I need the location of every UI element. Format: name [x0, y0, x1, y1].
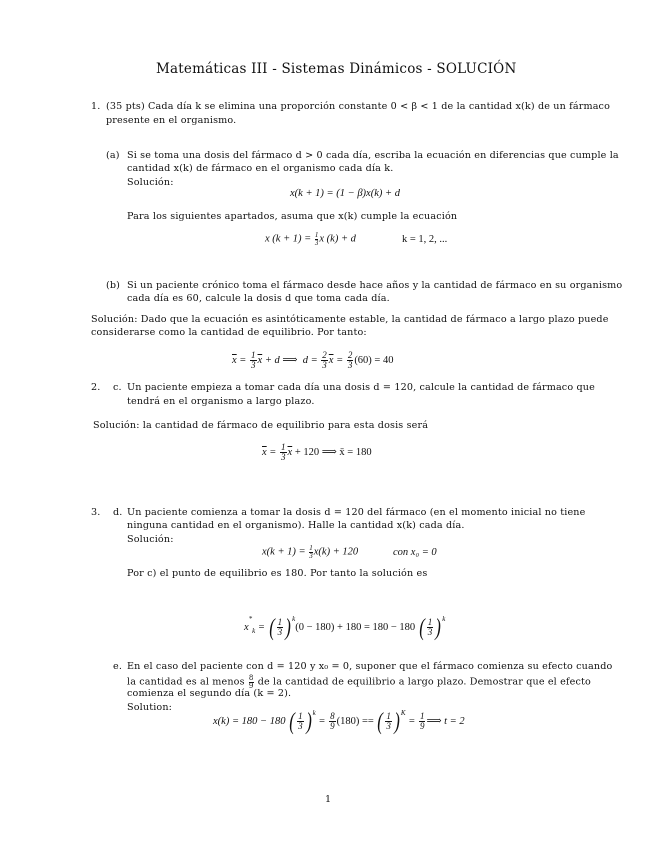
q1b-label: (b)	[106, 280, 121, 291]
q3e-equation: x(k) = 180 − 180 ( $\frac{1}{3}$ )$^k$ = $\frac{8}{9}$ (180) == ( $\frac{1}{3}$ )$^K$ = $\frac{1}{9}$ ⟹ t = 2	[213, 708, 465, 735]
q1a-equation: x(k + 1) = (1 − β)x(k) + d	[290, 188, 400, 199]
q1b-line1: Si un paciente crónico toma el fármaco desde hace años y la cantidad de fármaco en su organismo	[127, 280, 623, 291]
q1b-solution-line1: Solución: Dado que la ecuación es asintóticamente estable, la cantidad de fármaco a largo plazo puede	[91, 314, 609, 325]
q1-equation-2-range: k = 1, 2, ...	[402, 234, 448, 245]
q3-por-c-text: Por c) el punto de equilibrio es 180. Por tanto la solución es	[127, 568, 428, 579]
q3e-solution-label: Solution:	[127, 702, 173, 713]
q1b-line2: cada día es 60, calcule la dosis d que toma cada día.	[127, 293, 390, 304]
q1a-line1: Si se toma una dosis del fármaco d > 0 cada día, escriba la ecuación en diferencias que cumple la	[127, 150, 619, 161]
q1-equation-2: x (k + 1) = $\frac{1}{3}x$ (k) + d	[265, 231, 356, 247]
q1a-solucion-label: Solución:	[127, 177, 174, 188]
q1a-label: (a)	[106, 150, 120, 161]
q3e-label: e.	[113, 661, 123, 672]
q1-statement-line1: (35 pts) Cada día k se elimina una proporción constante 0 < β < 1 de la cantidad x(k) de un fármaco	[106, 101, 611, 112]
q3e-line3: comienza el segundo día (k = 2).	[127, 688, 292, 699]
q2c-line2: tendrá en el organismo a largo plazo.	[127, 396, 315, 407]
q1-assume-text: Para los siguientes apartados, asuma que x(k) cumple la ecuación	[127, 211, 458, 222]
q2-solution-text: Solución: la cantidad de fármaco de equilibrio para esta dosis será	[93, 420, 429, 431]
q3d-line1: Un paciente comienza a tomar la dosis d = 120 del fármaco (en el momento inicial no tiene	[127, 507, 586, 518]
q3e-line1: En el caso del paciente con d = 120 y x₀ = 0, suponer que el fármaco comienza su efecto cuando	[127, 661, 613, 672]
q3e-line2: la cantidad es al menos $\frac{8}{9}$ de la cantidad de equilibrio a largo plazo. Demostrar que el efecto	[127, 674, 591, 690]
q3d-equation: x(k + 1) = $\frac{1}{3}x(k) + 120$	[262, 544, 359, 560]
q2c-label: c.	[113, 382, 122, 393]
q3-number: 3.	[91, 507, 101, 518]
q3-solution-equation: $x^*_k$ = ( $\frac{1}{3}$ )$^k$(0 − 180) + 180 = 180 − 180 ( $\frac{1}{3}$ )$^k$	[244, 614, 446, 641]
q3d-condition: con x₀ = 0	[393, 547, 437, 558]
q1-number: 1.	[91, 101, 101, 112]
q1a-line2: cantidad x(k) de fármaco en el organismo cada día k.	[127, 163, 394, 174]
q3d-label: d.	[113, 507, 123, 518]
page-title: Matemáticas III - Sistemas Dinámicos - SOLUCIÓN	[156, 61, 517, 77]
q3d-line2: ninguna cantidad en el organismo). Halle la cantidad x(k) cada día.	[127, 520, 465, 531]
q2c-line1: Un paciente empieza a tomar cada día una dosis d = 120, calcule la cantidad de fármaco que	[127, 382, 595, 393]
q1b-equation: $\overline{x}$ = $\frac{1}{3}$ $\overline{x} + d$ ⟹ d = $\frac{2}{3}$ $\overline{x}$ = $\frac{2}{3}$ (60) = 40	[232, 350, 394, 370]
q2-equation: $\overline{x}$ = $\frac{1}{3}$ $\overline{x} + 120$ ⟹ x̄ = 180	[262, 442, 372, 462]
q1b-solution-line2: considerarse como la cantidad de equilibrio. Por tanto:	[91, 327, 367, 338]
q2-number: 2.	[91, 382, 101, 393]
q1-statement-line2: presente en el organismo.	[106, 115, 237, 126]
q3d-solucion-label: Solución:	[127, 534, 174, 545]
page-number: 1	[325, 794, 332, 805]
